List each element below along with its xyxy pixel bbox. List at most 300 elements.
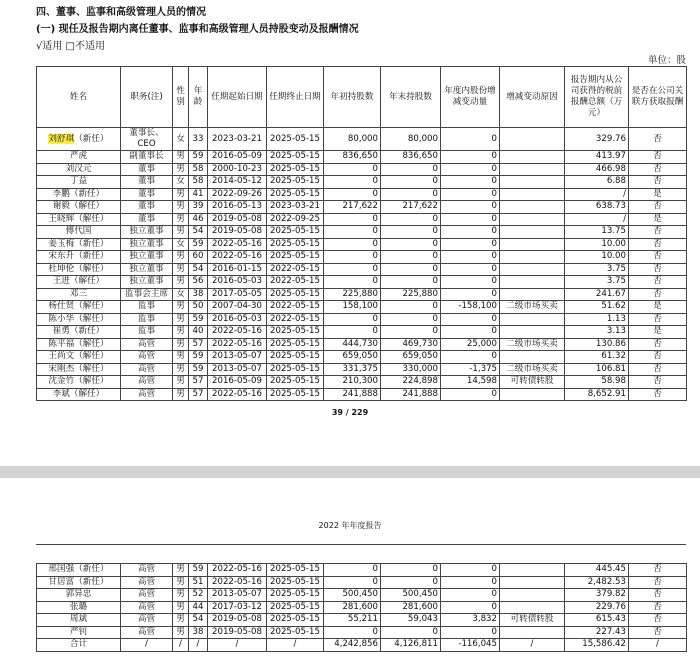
cell-shares-begin: 0 [324,626,381,639]
cell-position: 董事 [121,213,173,226]
cell-shares-begin: 659,050 [324,351,381,364]
cell-position: 高管 [121,338,173,351]
cell-gender: 男 [173,376,189,389]
cell-age: 59 [189,564,208,577]
cell-name: 邢国强（新任） [37,564,121,577]
page2-header: 2022 年年度报告 [318,521,382,530]
cell-name: 刘舒琪（新任） [37,128,121,151]
cell-compensation: 3.13 [565,326,629,339]
cell-term-end: 2025-05-15 [267,251,324,264]
cell-position: 董事 [121,188,173,201]
cell-term-start: 2016-05-09 [208,376,267,389]
cell-age: 51 [189,576,208,589]
cell-compensation: 13.75 [565,226,629,239]
cell-gender: 男 [173,213,189,226]
cell-compensation: 241.67 [565,288,629,301]
cell-shares-end: 0 [381,238,441,251]
cell-compensation: 3.75 [565,263,629,276]
cell-term-end: 2025-05-15 [267,589,324,602]
cell-position: 独立董事 [121,251,173,264]
cell-compensation: 130.86 [565,338,629,351]
cell-shares-end: 0 [381,626,441,639]
cell-change-reason [500,288,565,301]
cell-gender: 男 [173,188,189,201]
cell-share-change: 3,832 [441,614,500,627]
cell-position: 董事 [121,176,173,189]
cell-shares-end: 659,050 [381,351,441,364]
cell-share-change: 0 [441,626,500,639]
cell-gender: 男 [173,326,189,339]
cell-term-start: 2019-05-08 [208,213,267,226]
cell-gender: 男 [173,201,189,214]
cell-share-change: -1,375 [441,363,500,376]
cell-gender: 男 [173,226,189,239]
page-number: 39 / 229 [331,408,369,417]
cell-shares-end: 225,880 [381,288,441,301]
cell-share-change: 0 [441,601,500,614]
table-row [37,601,687,614]
cell-compensation: 615.43 [565,614,629,627]
cell-share-change: -116,045 [441,639,500,652]
cell-position: 高管 [121,363,173,376]
cell-position: 高管 [121,576,173,589]
header-shares-end: 年末持股数 [381,67,441,128]
cell-change-reason [500,251,565,264]
cell-change-reason [500,589,565,602]
cell-position: 董事 [121,163,173,176]
cell-name: 杨仕贤（解任） [37,301,121,314]
cell-change-reason [500,626,565,639]
cell-change-reason [500,128,565,151]
cell-position: 独立董事 [121,226,173,239]
cell-change-reason [500,313,565,326]
cell-gender: 女 [173,288,189,301]
cell-shares-end: 0 [381,276,441,289]
cell-gender: 男 [173,589,189,602]
cell-change-reason: 二级市场买卖 [500,338,565,351]
cell-term-start: 2016-05-13 [208,201,267,214]
cell-age: 33 [189,128,208,151]
cell-compensation: 413.97 [565,151,629,164]
cell-gender: 男 [173,301,189,314]
cell-change-reason [500,263,565,276]
cell-shares-begin: 0 [324,263,381,276]
highlighted-name: 刘舒琪 [48,133,75,144]
cell-age: 50 [189,301,208,314]
cell-age: 59 [189,363,208,376]
cell-compensation: 379.82 [565,589,629,602]
cell-compensation: 2,482.53 [565,576,629,589]
cell-name: 甘居富（新任） [37,576,121,589]
cell-gender: 男 [173,263,189,276]
cell-related-party-pay: 是 [629,326,687,339]
cell-shares-end: 281,600 [381,601,441,614]
cell-term-start: 2022-05-16 [208,338,267,351]
cell-compensation: 6.88 [565,176,629,189]
cell-change-reason [500,564,565,577]
cell-related-party-pay: 否 [629,226,687,239]
cell-share-change: -158,100 [441,301,500,314]
cell-gender: 男 [173,614,189,627]
cell-compensation: 15,586.42 [565,639,629,652]
cell-term-start: 2022-05-16 [208,251,267,264]
cell-term-end: 2022-05-15 [267,313,324,326]
cell-gender: 男 [173,163,189,176]
cell-age: 54 [189,226,208,239]
cell-name: 王尚文（解任） [37,351,121,364]
cell-term-start: 2022-09-26 [208,188,267,201]
cell-share-change: 0 [441,251,500,264]
cell-position: 高管 [121,601,173,614]
cell-gender: 女 [173,238,189,251]
cell-position: 监事 [121,326,173,339]
cell-term-end: / [267,639,324,652]
cell-name: 郭异忠 [37,589,121,602]
cell-term-start: 2022-05-16 [208,564,267,577]
cell-term-start: 2013-05-07 [208,363,267,376]
cell-change-reason [500,163,565,176]
cell-share-change: 0 [441,388,500,401]
cell-shares-end: 500,450 [381,589,441,602]
cell-position: 监事 [121,313,173,326]
cell-position: 监事会主席 [121,288,173,301]
cell-change-reason [500,238,565,251]
cell-term-start: 2000-10-23 [208,163,267,176]
cell-name: 严虎 [37,151,121,164]
cell-shares-end: 330,000 [381,363,441,376]
cell-change-reason [500,276,565,289]
cell-compensation: / [565,213,629,226]
header-term-end: 任期终止日期 [267,67,324,128]
cell-shares-begin: 210,300 [324,376,381,389]
cell-term-end: 2025-05-15 [267,163,324,176]
cell-share-change: 0 [441,589,500,602]
cell-term-start: 2019-05-08 [208,226,267,239]
cell-gender: 男 [173,351,189,364]
cell-shares-begin: 0 [324,213,381,226]
section-title: 四、董事、监事和高级管理人员的情况 [36,7,206,18]
cell-compensation: 106.81 [565,363,629,376]
cell-age: 46 [189,213,208,226]
table-row [37,213,687,226]
cell-term-start: 2013-05-07 [208,589,267,602]
cell-term-end: 2022-05-15 [267,276,324,289]
cell-term-end: 2025-05-15 [267,188,324,201]
cell-position: 独立董事 [121,263,173,276]
cell-term-end: 2022-05-15 [267,263,324,276]
cell-term-start: 2016-05-03 [208,313,267,326]
cell-term-start: 2007-04-30 [208,301,267,314]
cell-gender: 男 [173,338,189,351]
cell-term-end: 2025-05-15 [267,176,324,189]
cell-share-change: 14,598 [441,376,500,389]
cell-share-change: 0 [441,313,500,326]
table-row [37,626,687,639]
cell-name: 杜坤伦（解任） [37,263,121,276]
cell-share-change: 0 [441,288,500,301]
cell-shares-end: 59,043 [381,614,441,627]
cell-share-change: 0 [441,351,500,364]
cell-age: 38 [189,626,208,639]
cell-shares-begin: 0 [324,326,381,339]
cell-compensation: 58.98 [565,376,629,389]
cell-change-reason [500,188,565,201]
cell-age: 59 [189,313,208,326]
cell-shares-begin: 444,730 [324,338,381,351]
cell-shares-end: 0 [381,213,441,226]
cell-term-end: 2025-05-15 [267,614,324,627]
cell-term-start: 2016-01-15 [208,263,267,276]
cell-shares-begin: 0 [324,251,381,264]
table-row [37,576,687,589]
unit-label: 单位：股 [647,55,686,66]
cell-term-end: 2025-05-15 [267,376,324,389]
cell-name: 丁益 [37,176,121,189]
cell-position: 董事长、CEO [121,128,173,151]
cell-name: 刘汉元 [37,163,121,176]
cell-share-change: 0 [441,226,500,239]
header-age: 年龄 [189,67,208,128]
cell-name: 陈小华（解任） [37,313,121,326]
cell-position: 高管 [121,388,173,401]
cell-shares-end: 0 [381,326,441,339]
cell-related-party-pay: 否 [629,128,687,151]
cell-shares-begin: 0 [324,163,381,176]
cell-shares-end: 0 [381,301,441,314]
cell-term-start: 2014-05-12 [208,176,267,189]
cell-term-start: 2016-05-09 [208,151,267,164]
cell-age: 52 [189,589,208,602]
cell-compensation: 8,652.91 [565,388,629,401]
cell-share-change: 0 [441,326,500,339]
table-row [37,238,687,251]
cell-term-start: 2019-05-08 [208,614,267,627]
cell-gender: 男 [173,576,189,589]
cell-age: 57 [189,338,208,351]
cell-name: 谢毅（解任） [37,201,121,214]
header-share-change: 年度内股份增减变动量 [441,67,500,128]
cell-shares-end: 836,650 [381,151,441,164]
cell-related-party-pay: 否 [629,626,687,639]
table-row [37,176,687,189]
cell-gender: 男 [173,601,189,614]
cell-shares-end: 0 [381,313,441,326]
cell-term-end: 2025-05-15 [267,564,324,577]
cell-related-party-pay: 否 [629,376,687,389]
table-row [37,151,687,164]
cell-share-change: 0 [441,176,500,189]
cell-related-party-pay: 否 [629,338,687,351]
cell-shares-begin: 500,450 [324,589,381,602]
cell-name: 李鹏（新任） [37,188,121,201]
cell-change-reason [500,201,565,214]
table-row [37,564,687,577]
cell-term-end: 2025-05-15 [267,601,324,614]
cell-share-change: 0 [441,276,500,289]
page-gap [0,466,700,478]
cell-shares-begin: 225,880 [324,288,381,301]
cell-age: 58 [189,176,208,189]
cell-related-party-pay: 是 [629,213,687,226]
table-row [37,128,687,151]
holdings-table-page1 [36,66,687,401]
cell-share-change: 0 [441,213,500,226]
header-gender: 性别 [173,67,189,128]
cell-term-end: 2025-05-15 [267,626,324,639]
header-term-start: 任期起始日期 [208,67,267,128]
cell-age: 44 [189,601,208,614]
cell-related-party-pay: 是 [629,301,687,314]
cell-term-end: 2022-05-15 [267,301,324,314]
cell-shares-end: 469,730 [381,338,441,351]
cell-position: 高管 [121,564,173,577]
cell-change-reason: 可转债转股 [500,614,565,627]
cell-compensation: / [565,188,629,201]
cell-change-reason: 二级市场买卖 [500,301,565,314]
cell-related-party-pay: 否 [629,363,687,376]
cell-term-end: 2025-05-15 [267,288,324,301]
cell-gender: 女 [173,176,189,189]
cell-share-change: 0 [441,576,500,589]
cell-name: 李斌（解任） [37,388,121,401]
cell-change-reason [500,213,565,226]
cell-shares-begin: 4,242,856 [324,639,381,652]
cell-change-reason [500,388,565,401]
cell-change-reason: 可转债转股 [500,376,565,389]
cell-change-reason [500,601,565,614]
cell-name: 邓三 [37,288,121,301]
cell-related-party-pay: 否 [629,263,687,276]
cell-shares-begin: 0 [324,564,381,577]
cell-change-reason [500,351,565,364]
cell-term-end: 2025-05-15 [267,351,324,364]
header-change-reason: 增减变动原因 [500,67,565,128]
cell-gender: / [173,639,189,652]
cell-age: 56 [189,276,208,289]
cell-shares-begin: 217,622 [324,201,381,214]
cell-term-start: / [208,639,267,652]
cell-term-start: 2022-05-16 [208,326,267,339]
holdings-table-page2 [36,563,687,652]
table-row [37,251,687,264]
cell-shares-begin: 0 [324,226,381,239]
cell-shares-end: 241,888 [381,388,441,401]
cell-position: 独立董事 [121,276,173,289]
cell-age: 60 [189,251,208,264]
cell-shares-end: 0 [381,263,441,276]
cell-age: 40 [189,326,208,339]
cell-age: 54 [189,614,208,627]
cell-share-change: 0 [441,151,500,164]
table-row [37,376,687,389]
cell-name: 沈金竹（解任） [37,376,121,389]
table-row [37,589,687,602]
cell-term-start: 2013-05-07 [208,351,267,364]
cell-shares-begin: 241,888 [324,388,381,401]
cell-related-party-pay: 否 [629,163,687,176]
cell-related-party-pay: 否 [629,388,687,401]
cell-shares-end: 0 [381,226,441,239]
cell-term-end: 2025-05-15 [267,388,324,401]
cell-name: 王晓辉（解任） [37,213,121,226]
cell-share-change: 0 [441,163,500,176]
cell-shares-begin: 0 [324,188,381,201]
cell-position: 董事 [121,201,173,214]
cell-shares-end: 0 [381,576,441,589]
cell-position: 监事 [121,301,173,314]
cell-change-reason [500,151,565,164]
cell-related-party-pay: 否 [629,614,687,627]
cell-shares-end: 217,622 [381,201,441,214]
cell-shares-begin: 0 [324,238,381,251]
cell-name: 严钊 [37,626,121,639]
cell-compensation: 466.98 [565,163,629,176]
cell-position: 高管 [121,626,173,639]
cell-shares-begin: 0 [324,176,381,189]
cell-gender: 男 [173,363,189,376]
table-row [37,201,687,214]
cell-related-party-pay: 否 [629,313,687,326]
cell-related-party-pay: 否 [629,151,687,164]
cell-term-end: 2025-05-15 [267,151,324,164]
cell-gender: 女 [173,128,189,151]
header-name: 姓名 [37,67,121,128]
cell-related-party-pay: 否 [629,288,687,301]
cell-share-change: 0 [441,128,500,151]
cell-share-change: 0 [441,263,500,276]
cell-shares-begin: 331,375 [324,363,381,376]
cell-term-start: 2019-05-08 [208,626,267,639]
cell-name: 张璐 [37,601,121,614]
table-row [37,614,687,627]
header-related-party-pay: 是否在公司关联方获取报酬 [629,67,687,128]
cell-term-start: 2022-05-16 [208,388,267,401]
header-shares-begin: 年初持股数 [324,67,381,128]
table-row [37,301,687,314]
cell-compensation: 1.13 [565,313,629,326]
cell-share-change: 0 [441,201,500,214]
cell-related-party-pay: 否 [629,351,687,364]
table-row [37,326,687,339]
cell-name: 周斌 [37,614,121,627]
cell-term-end: 2025-05-15 [267,238,324,251]
cell-compensation: 10.00 [565,251,629,264]
cell-compensation: 638.73 [565,201,629,214]
cell-term-start: 2017-03-12 [208,601,267,614]
table-row [37,276,687,289]
cell-related-party-pay: 否 [629,238,687,251]
cell-term-start: 2016-05-03 [208,276,267,289]
cell-name: 王进（解任） [37,276,121,289]
cell-compensation: 3.75 [565,276,629,289]
cell-position: 独立董事 [121,238,173,251]
cell-share-change: 25,000 [441,338,500,351]
cell-related-party-pay: 是 [629,188,687,201]
cell-name: 陈平福（解任） [37,338,121,351]
cell-shares-end: 4,126,811 [381,639,441,652]
cell-share-change: 0 [441,564,500,577]
table-row [37,163,687,176]
cell-shares-begin: 55,211 [324,614,381,627]
cell-compensation: 61.32 [565,351,629,364]
cell-name: 宋东升（新任） [37,251,121,264]
cell-change-reason [500,176,565,189]
cell-age: 57 [189,376,208,389]
cell-compensation: 329.76 [565,128,629,151]
cell-related-party-pay: 否 [629,564,687,577]
cell-term-start: 2022-05-16 [208,576,267,589]
cell-compensation: 445.45 [565,564,629,577]
